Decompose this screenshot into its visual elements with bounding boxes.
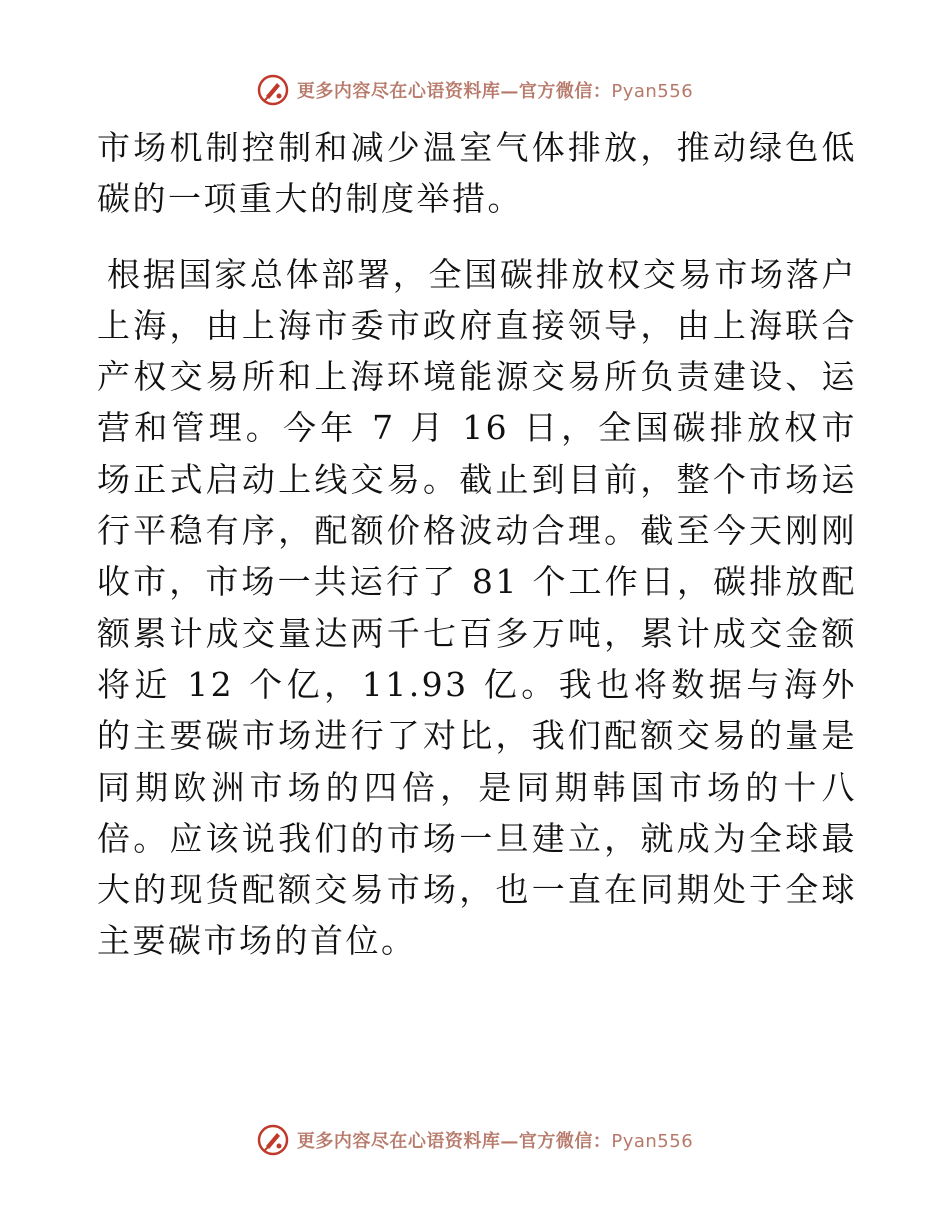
footer-watermark xyxy=(0,1120,950,1160)
logo-icon xyxy=(257,74,289,106)
logo-icon xyxy=(257,1124,289,1156)
paragraph: 根据国家总体部署，全国碳排放权交易市场落户上海，由上海市委市政府直接领导，由上海联合产权交易所和上海环境能源交易所负责建设、运营和管理。今年 7 月 16 日，全国碳排放权市场正式启动上线交易。截止到目前，整个市场运行平稳有序，配额价格波动合理。截至今天刚刚收市，市场一共运行了 81 个工作日，碳排放配额累计成交量达两千七百多万吨，累计成交金额将近 12 个亿，11.93 亿。我也将数据与海外的主要碳市场进行了对比，我们配额交易的量是同期欧洲市场的四倍，是同期韩国市场的十八倍。应该说我们的市场一旦建立，就成为全球最大的现货配额交易市场，也一直在同期处于全球主要碳市场的首位。 xyxy=(97,254,857,961)
watermark-text: 更多内容尽在心语资料库—官方微信：Pyan556 xyxy=(296,1131,694,1152)
paragraph: 市场机制控制和减少温室气体排放，推动绿色低碳的一项重大的制度举措。 xyxy=(97,128,857,219)
document-body xyxy=(97,122,857,967)
header-watermark xyxy=(0,70,950,110)
watermark-text: 更多内容尽在心语资料库—官方微信：Pyan556 xyxy=(296,81,694,102)
